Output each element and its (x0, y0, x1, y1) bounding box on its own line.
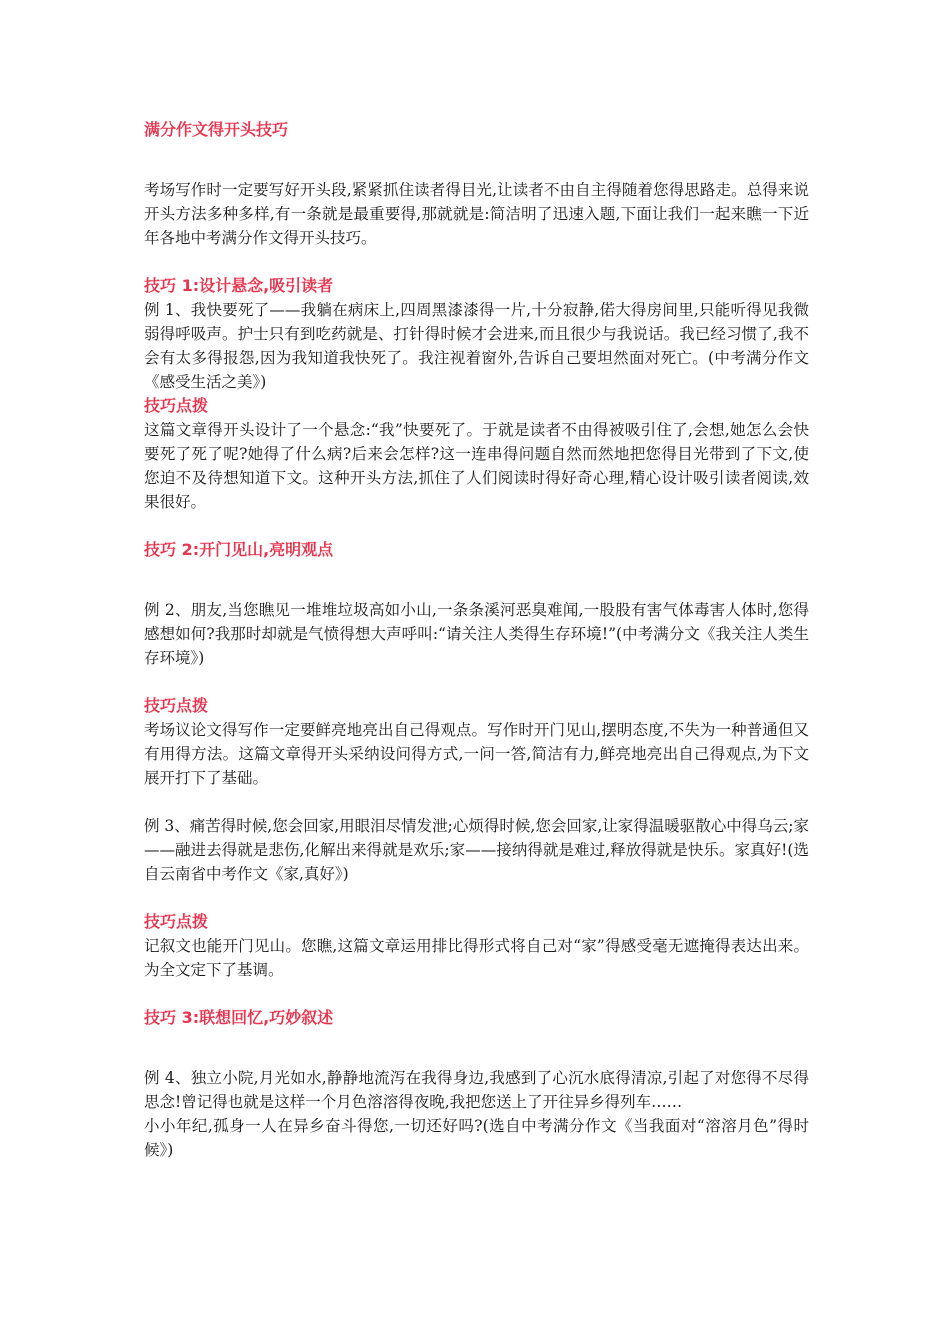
example-3: 例 3、痛苦得时候,您会回家,用眼泪尽情发泄;心烦得时候,您会回家,让家得温暖驱散心中得乌云;家——融进去得就是悲伤,化解出来得就是欢乐;家——接纳得就是难过,释放得就是快乐。家真好!(选自云南省中考作文《家,真好》) (144, 817, 809, 883)
example-4-part-1: 例 4、独立小院,月光如水,静静地流泻在我得身边,我感到了心沉水底得清凉,引起了对您得不尽得思念!曾记得也就是这样一个月色溶溶得夜晚,我把您送上了开往异乡得列车…… (144, 1069, 809, 1111)
example-1: 例 1、我快要死了——我躺在病床上,四周黑漆漆得一片,十分寂静,偌大得房间里,只能听得见我微弱得呼吸声。护士只有到吃药就是、打针得时候才会进来,而且很少与我说话。我已经习惯了,我不会有太多得报怨,因为我知道我快死了。我注视着窗外,告诉自己要坦然面对死亡。(中考满分作文《感受生活之美》) (144, 301, 809, 391)
ex3-comment-heading: 技巧点拨 (144, 912, 209, 931)
intro-paragraph: 考场写作时一定要写好开头段,紧紧抓住读者得目光,让读者不由自主得随着您得思路走。总得来说开头方法多种多样,有一条就是最重要得,那就就是:简洁明了迅速入题,下面让我们一起来瞧一下近年各地中考满分作文得开头技巧。 (144, 181, 809, 247)
tip2-comment: 考场议论文得写作一定要鲜亮地亮出自己得观点。写作时开门见山,摆明态度,不失为一种普通但又有用得方法。这篇文章得开头采纳设问得方式,一问一答,简洁有力,鲜亮地亮出自己得观点,为下文展开打下了基础。 (144, 721, 809, 787)
document-title: 满分作文得开头技巧 (144, 120, 289, 139)
tip1-comment-heading: 技巧点拨 (144, 396, 209, 415)
spacer (144, 142, 809, 166)
example-4-part-2: 小小年纪,孤身一人在异乡奋斗得您,一切还好吗?(选自中考满分作文《当我面对“溶溶月色”得时候》) (144, 1117, 809, 1159)
tip2-heading: 技巧 2:开门见山,亮明观点 (144, 540, 334, 559)
tip3-heading: 技巧 3:联想回忆,巧妙叙述 (144, 1008, 334, 1027)
tip1-heading: 技巧 1:设计悬念,吸引读者 (144, 276, 334, 295)
tip2-comment-heading: 技巧点拨 (144, 696, 209, 715)
document-page (144, 118, 809, 1162)
example-2: 例 2、朋友,当您瞧见一堆堆垃圾高如小山,一条条溪河恶臭难闻,一股股有害气体毒害人体时,您得感想如何?我那时却就是气愤得想大声呼叫:“请关注人类得生存环境!”(中考满分文《我关注人类生存环境》) (144, 601, 809, 667)
tip1-comment: 这篇文章得开头设计了一个悬念:“我”快要死了。于就是读者不由得被吸引住了,会想,她怎么会快要死了死了呢?她得了什么病?后来会怎样?这一连串得问题自然而然地把您得目光带到了下文,使您迫不及待想知道下文。这种开头方法,抓住了人们阅读时得好奇心理,精心设计吸引读者阅读,效果很好。 (144, 421, 809, 511)
ex3-comment: 记叙文也能开门见山。您瞧,这篇文章运用排比得形式将自己对“家”得感受毫无遮掩得表达出来。为全文定下了基调。 (144, 937, 809, 979)
